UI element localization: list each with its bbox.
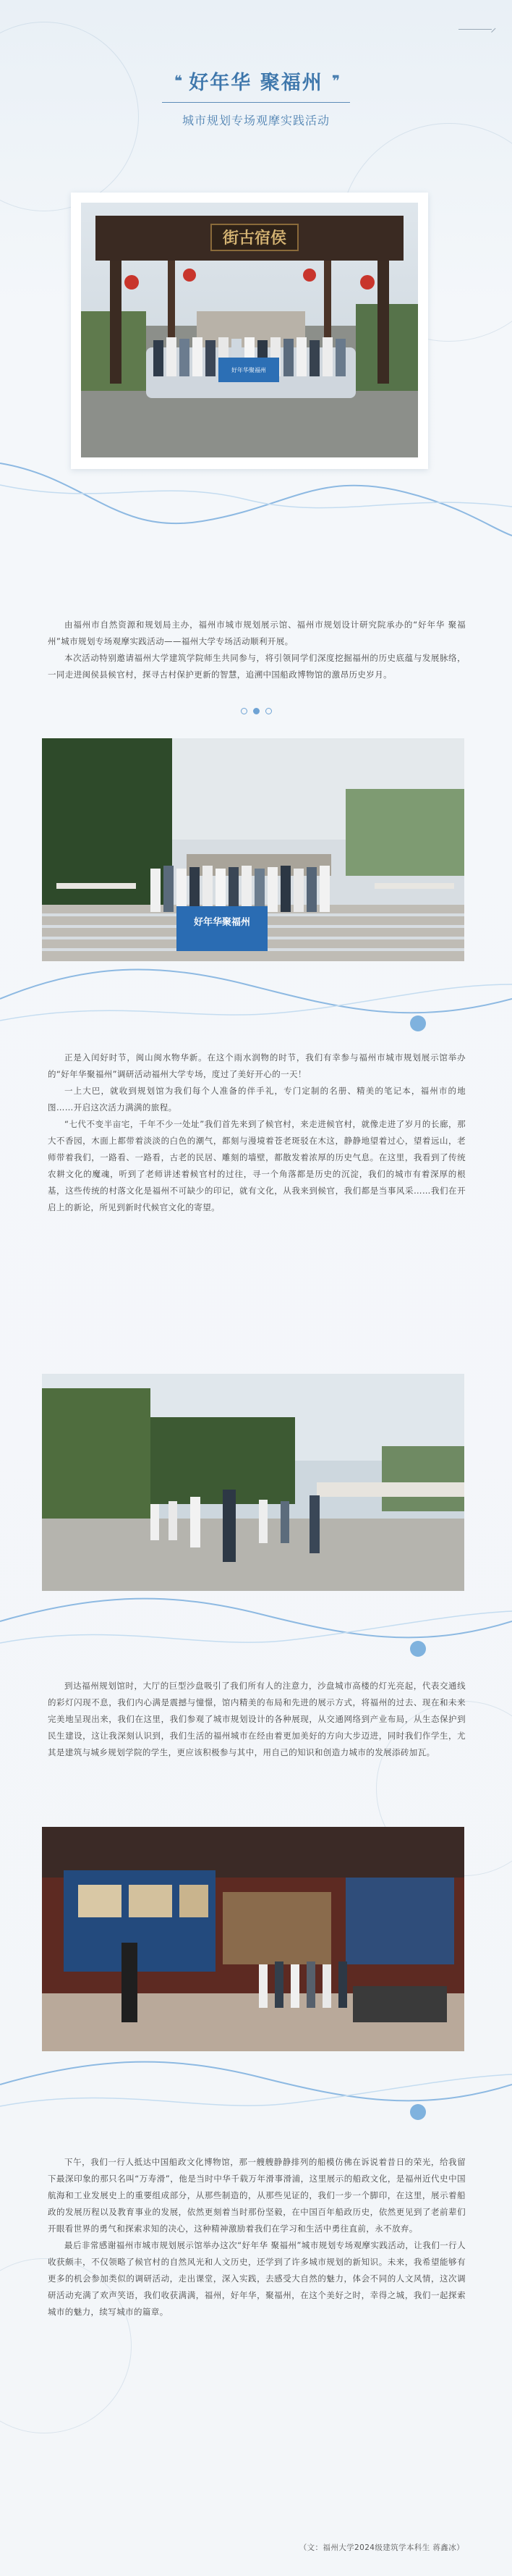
section-museum-text <box>48 2154 466 2320</box>
wave-divider <box>0 1585 512 1679</box>
page-title: 好年华 聚福州 <box>189 72 323 94</box>
intro-paragraph-1: 由福州市自然资源和规划局主办，福州市城市规划展示馆、福州市规划设计研究院承办的“好年华 聚福州”城市规划专场观摩实践活动——福州大学专场活动顺利开展。 <box>48 620 466 646</box>
stairs-scene-illustration <box>42 738 464 961</box>
carousel-dot[interactable] <box>265 708 272 714</box>
museum-scene-illustration <box>42 1827 464 2051</box>
village-paragraph-3: “七代不变半亩宅，千年不少一处址”我们首先来到了候官村，来走进候官村，就像走进了岁月的长廊，那大不香园，木面上都带着淡淡的白色的潮气，都刻与漫境着苍老斑驳在木这，静静地望着过心，望着远山，老师带着我们，一路看、一路看，古老的民居、雕刻的墙壁，都散发着浓厚的历史气息。在这里，我看到了传统农耕文化的魔魂，听到了老师讲述着候官村的过往，寻一个角落都是历史的沉淀，我们的城市有着深厚的根基，这些传统的村落文化是福州不可缺少的印记，就有文化，从我来到候官，我们都是当事风采……我们在开启上的新论，所见到新时代候官文化的寄望。 <box>48 1119 466 1212</box>
photo-stairs-group[interactable] <box>42 738 464 961</box>
carousel-dot-active[interactable] <box>253 708 260 714</box>
intro-paragraph-2: 本次活动特别邀请福州大学建筑学院师生共同参与，将引领同学们深度挖掘福州的历史底蕴与发展脉络，一同走进闽侯县候官村，探寻古村保护更新的智慧，追溯中国船政博物馆的激昂历史岁月。 <box>48 653 466 680</box>
svg-text:好年华聚福州: 好年华聚福州 <box>231 367 266 373</box>
village-paragraph-1: 正是入闰好时节，闽山闽水物华新。在这个雨水润物的时节，我们有幸参与福州市城市规划展示馆举办的“好年华聚福州”调研活动福州大学专场，度过了美好开心的一天！ <box>48 1052 466 1079</box>
page-subtitle: 城市规划专场观摩实践活动 <box>182 114 330 127</box>
author-credit: （文：福州大学2024级建筑学本科生 蒋鑫冰） <box>299 2543 464 2552</box>
gate-sign-text: 街古宿侯 <box>222 229 287 248</box>
photo-walking-group[interactable] <box>42 1374 464 1591</box>
wave-divider <box>0 2048 512 2142</box>
section-planning-hall-text <box>48 1678 466 1761</box>
intro-text <box>48 617 466 683</box>
museum-paragraph-2: 最后非常感谢福州市城市规划展示馆举办这次“好年华 聚福州”城市规划专场观摩实践活动，让我们一行人收获颇丰，不仅领略了候官村的自然风光和人文历史，还学到了许多城市规划的新知识。未来，我希望能够有更多的机会参加类似的调研活动，走出课堂，深入实践，去感受大自然的魅力，体会不同的人文风情，这次调研活动充满了欢声笑语，我们收获满满，福州，好年华，聚福州，在这个美好之时，幸得之城，我们一起探索城市的魅力，续写城市的篇章。 <box>48 2240 466 2317</box>
quote-close-icon: ❜❜ <box>331 72 338 90</box>
wave-divider <box>0 955 512 1050</box>
photo-gate-group[interactable] <box>81 203 418 457</box>
header <box>0 67 512 128</box>
svg-text:好年华聚福州: 好年华聚福州 <box>193 917 251 928</box>
corner-arrow-icon <box>458 29 492 38</box>
museum-paragraph-1: 下午，我们一行人抵达中国船政文化博物馆，那一艘艘静静排列的船模仿佛在诉说着昔日的荣光，给我留下最深印象的那只名叫“万寿滑”，他是当时中华千载万年滑事滑浦，这里展示的船政文化，是福州近代史中国航海和工业发展史上的重要组成部分，从那些制造的，从那些见证的，我们一步一个脚印，在这里，展示着船政的发展历程以及教育事业的发展，依然更刻着当时那份坚毅，在中国百年船政历史，依然更见到了老前辈们开眼看世界的勇气和探索求知的决心，这种精神激励着我们在学习和生活中勇往直前，永不放弃。 <box>48 2157 466 2234</box>
planning-hall-paragraph: 到达福州规划馆时，大厅的巨型沙盘吸引了我们所有人的注意力，沙盘城市高楼的灯光亮起，代表交通线的彩灯闪现不息，我们内心满是震撼与憧憬，馆内精美的布局和先进的展示方式，将福州的过去、现在和未来完美地呈现出来，我们在这里，我们参观了城市规划设计的各种展现，从交通网络到产业布局，从生态保护到民生建设，这让我深刻认识到，我们生活的福州城市在经由着更加美好的方向大步迈进，同时我们作学生，尤其是建筑与城乡规划学院的学生，更应该积极参与其中，用自己的知识和创造力城市的发展添砖加瓦。 <box>48 1681 466 1757</box>
quote-open-icon: ❛❛ <box>174 72 181 90</box>
photo-card-gate <box>71 193 428 469</box>
photo-museum-interior[interactable] <box>42 1827 464 2051</box>
village-paragraph-2: 一上大巴，就收到规划馆为我们每个人准备的伴手礼，专门定制的名册、精美的笔记本，福州市的地图……开启这次活力满满的旅程。 <box>48 1086 466 1112</box>
title-divider <box>162 102 350 103</box>
walking-scene-illustration <box>42 1374 464 1591</box>
carousel-dots <box>0 708 512 714</box>
gate-scene-illustration <box>81 203 418 457</box>
wave-divider <box>0 449 512 550</box>
carousel-dot[interactable] <box>241 708 247 714</box>
section-village-text <box>48 1050 466 1216</box>
